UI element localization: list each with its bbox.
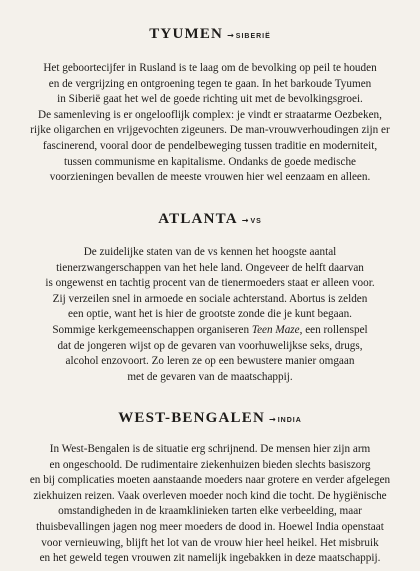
section-body <box>18 245 402 385</box>
body-line: voorzieningen bevallen de meeste vrouwen hier wel eenzaam en alleen. <box>49 171 371 184</box>
section-heading <box>18 402 402 426</box>
body-line: en het geweld tegen vrouwen zit namelijk ingebakken in deze maatschappij. <box>39 552 381 565</box>
body-line: fascinerend, vooral door de pendelbeweging tussen traditie en moderniteit, <box>42 139 378 152</box>
section-tyumen <box>18 18 402 186</box>
section-body <box>18 442 402 567</box>
body-line: De samenleving is er ongelooflijk complex: je vindt er straatarme Oezbeken, <box>38 108 382 121</box>
body-line: een optie, want het is hier de grootste zonde die je kunt begaan. <box>68 308 352 321</box>
region-label: VS <box>250 218 262 225</box>
section-west-bengalen <box>18 402 402 567</box>
body-line: rijke oligarchen en vrijgevochten zigeuners. De man-vrouwverhoudingen zijn er <box>30 124 390 137</box>
section-heading <box>18 18 402 42</box>
body-line: omstandigheden in de kraamklinieken tarten elke verbeelding, maar <box>58 505 362 518</box>
body-line: en bij complicaties moeten aanstaande moeders naar grotere en verder afgelegen <box>29 474 391 487</box>
body-line: De zuidelijke staten van de vs kennen het hoogste aantal <box>83 246 337 258</box>
region-label: SIBERIË <box>235 33 271 40</box>
body-line: voor vernieuwing, blijft het lot van de vrouw hier heel heikel. Het misbruik <box>41 536 379 549</box>
section-heading <box>18 203 402 227</box>
body-line: dat de jongeren wijst op de gevaren van voorhuwelijkse seks, drugs, <box>57 339 363 352</box>
city-title: ATLANTA <box>158 211 238 227</box>
body-line: thuisbevallingen jagen nog meer moeders de dood in. Hoewel India openstaat <box>36 520 384 533</box>
body-line: is ongewenst en tachtig procent van de tienermoeders staat er alleen voor. <box>45 277 375 290</box>
body-line: Sommige kerkgemeenschappen organiseren Teen Maze, een rollenspel <box>52 323 368 336</box>
arrow-right-icon: → <box>241 216 249 225</box>
city-title: WEST-BENGALEN <box>118 410 265 426</box>
body-line: Het geboortecijfer in Rusland is te laag om de bevolking op peil te houden <box>43 62 377 74</box>
body-line: en ongeschoold. De rudimentaire ziekenhuizen bieden slechts basiszorg <box>49 458 371 471</box>
body-line: ziekhuizen reizen. Vaak overleven moeder noch kind die tocht. De hygiënische <box>33 489 387 502</box>
arrow-right-icon: → <box>269 415 276 424</box>
body-line: Zij verzeilen snel in armoede en sociale achterstand. Abortus is zelden <box>52 292 368 305</box>
body-line: in Siberië gaat het wel de goede richting uit met de bevolkingsgroei. <box>57 93 363 106</box>
program-name: Teen Maze <box>251 323 300 336</box>
city-title: TYUMEN <box>149 26 224 42</box>
section-body <box>18 61 402 186</box>
arrow-right-icon: → <box>227 31 234 40</box>
body-line: met de gevaren van de maatschappij. <box>127 370 293 383</box>
section-atlanta <box>18 203 402 385</box>
body-line: alcohol enzovoort. Zo leren ze op een bewustere manier omgaan <box>65 355 355 368</box>
region-label: INDIA <box>277 417 302 424</box>
body-line: tienerzwangerschappen van het hele land. Ongeveer de helft daarvan <box>56 261 364 274</box>
body-line: tussen communisme en kapitalisme. Ondanks de goede medische <box>63 155 357 168</box>
body-line: en de vergrijzing en ontgroening tegen te gaan. In het barkoude Tyumen <box>48 77 372 90</box>
body-line: In West-Bengalen is de situatie erg schrijnend. De mensen hier zijn arm <box>49 443 371 455</box>
